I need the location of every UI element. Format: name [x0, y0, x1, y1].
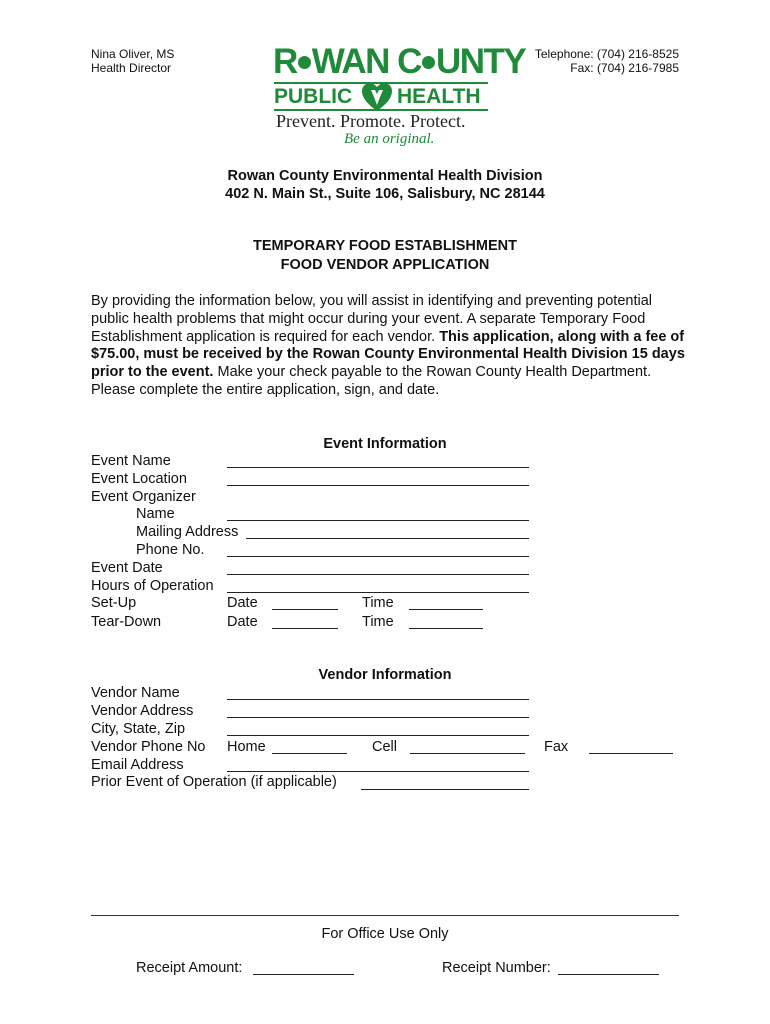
receipt-number-label: Receipt Number:	[442, 960, 551, 976]
home-phone-label: Home	[227, 739, 266, 755]
logo-health: HEALTH	[397, 85, 481, 108]
event-date-label: Event Date	[91, 560, 163, 576]
city-state-zip-label: City, State, Zip	[91, 721, 186, 737]
logo-tagline: Prevent. Promote. Protect.	[276, 111, 466, 131]
division-name: Rowan County Environmental Health Division	[227, 168, 543, 184]
set-up-time-field[interactable]	[409, 609, 483, 610]
rowan-county-logo: R WAN C UNTY PUBLIC HEALTH Prevent. Promote. Protect. Be an original.	[273, 42, 526, 147]
email-address-field[interactable]	[227, 771, 529, 772]
event-info-heading: Event Information	[323, 436, 447, 452]
hours-of-operation-label: Hours of Operation	[91, 578, 214, 594]
fax-number: Fax: (704) 216-7985	[570, 61, 679, 75]
organizer-name-label: Name	[136, 506, 175, 522]
logo-public: PUBLIC	[274, 85, 353, 108]
city-state-zip-field[interactable]	[227, 735, 529, 736]
event-name-label: Event Name	[91, 453, 171, 469]
tear-down-label: Tear-Down	[91, 614, 162, 630]
vendor-address-field[interactable]	[227, 717, 529, 718]
event-location-label: Event Location	[91, 471, 187, 487]
fax-label: Fax	[544, 739, 569, 755]
dot-icon	[422, 56, 435, 69]
phone-no-label: Phone No.	[136, 542, 205, 558]
home-phone-field[interactable]	[272, 753, 347, 754]
hours-of-operation-field[interactable]	[227, 592, 529, 593]
vendor-address-label: Vendor Address	[91, 703, 194, 719]
vendor-phone-label: Vendor Phone No	[91, 739, 206, 755]
prior-event-field[interactable]	[361, 789, 529, 790]
tear-down-date-field[interactable]	[272, 628, 338, 629]
division-address: 402 N. Main St., Suite 106, Salisbury, NC 28144	[225, 186, 545, 202]
cell-phone-field[interactable]	[410, 753, 525, 754]
cell-phone-label: Cell	[372, 739, 397, 755]
mailing-address-field[interactable]	[246, 538, 529, 539]
set-up-label: Set-Up	[91, 595, 137, 611]
vendor-name-label: Vendor Name	[91, 685, 180, 701]
receipt-amount-label: Receipt Amount:	[136, 960, 243, 976]
set-up-date-field[interactable]	[272, 609, 338, 610]
event-location-field[interactable]	[227, 485, 529, 486]
tear-down-time-label: Time	[362, 614, 394, 630]
form-title-line2: FOOD VENDOR APPLICATION	[280, 257, 490, 273]
form-title-line1: TEMPORARY FOOD ESTABLISHMENT	[253, 238, 517, 254]
vendor-name-field[interactable]	[227, 699, 529, 700]
event-date-field[interactable]	[227, 574, 529, 575]
office-use-heading: For Office Use Only	[321, 926, 449, 942]
prior-event-label: Prior Event of Operation (if applicable)	[91, 774, 337, 790]
director-name: Nina Oliver, MS	[91, 47, 175, 61]
mailing-address-label: Mailing Address	[136, 524, 239, 540]
office-divider	[91, 915, 679, 916]
intro-paragraph: By providing the information below, you will assist in identifying and preventing potential public health problems that might occur during your event. A separate Temporary Food Establishment application is required for each vendor. This application, along with a fee of $75.00, must be received by the Rowan County Environmental Health Division 15 days prior to the event. Make your check payable to the Rowan County Health Department. Please complete the entire application, sign, and date.	[91, 293, 685, 398]
event-name-field[interactable]	[227, 467, 529, 468]
organizer-name-field[interactable]	[227, 520, 529, 521]
email-address-label: Email Address	[91, 757, 184, 773]
phone-no-field[interactable]	[227, 556, 529, 557]
event-organizer-label: Event Organizer	[91, 489, 196, 505]
tear-down-date-label: Date	[227, 614, 258, 630]
vendor-info-heading: Vendor Information	[318, 667, 452, 683]
dot-icon	[298, 56, 311, 69]
receipt-amount-field[interactable]	[253, 974, 354, 975]
receipt-number-field[interactable]	[558, 974, 659, 975]
fax-field[interactable]	[589, 753, 673, 754]
telephone: Telephone: (704) 216-8525	[534, 47, 679, 61]
set-up-date-label: Date	[227, 595, 258, 611]
tear-down-time-field[interactable]	[409, 628, 483, 629]
logo-slogan: Be an original.	[344, 131, 435, 147]
set-up-time-label: Time	[362, 595, 394, 611]
director-title: Health Director	[91, 61, 172, 75]
